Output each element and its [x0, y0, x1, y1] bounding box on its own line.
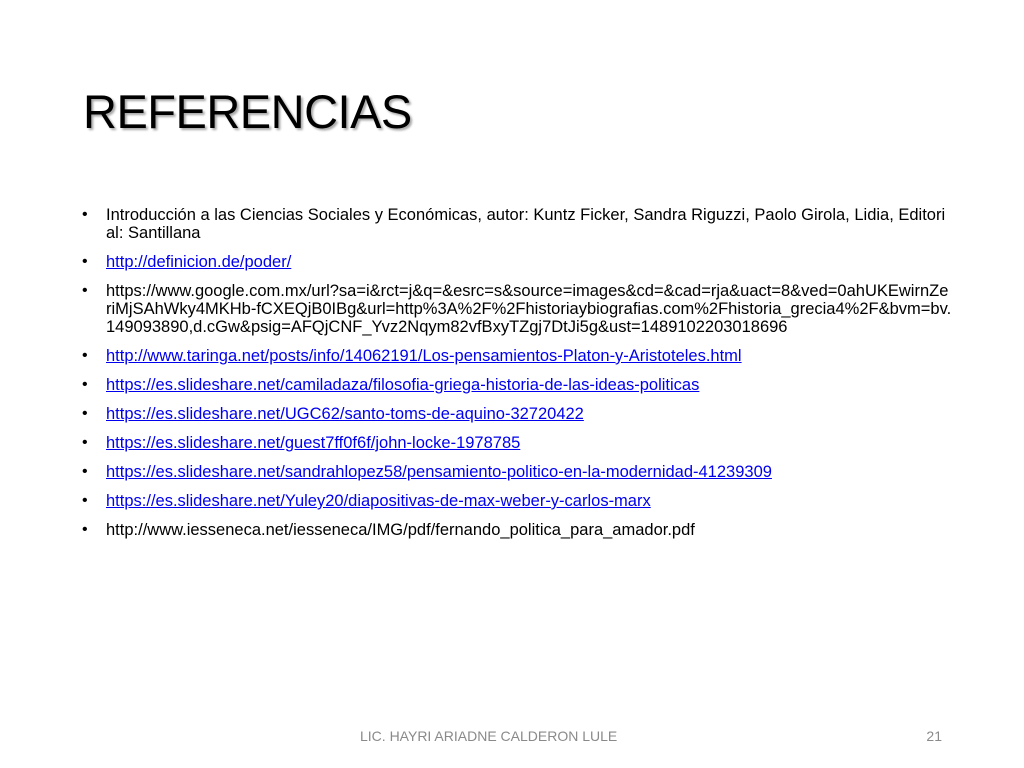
footer-author: LIC. HAYRI ARIADNE CALDERON LULE [360, 728, 618, 744]
reference-link[interactable]: https://es.slideshare.net/camiladaza/filosofia-griega-historia-de-las-ideas-politicas [106, 376, 700, 394]
bullet-icon: • [82, 521, 88, 538]
bullet-icon: • [82, 376, 88, 393]
reference-text: https://www.google.com.mx/url?sa=i&rct=j&q=&esrc=s&source=images&cd=&cad=rja&uact=8&ved=0ahUKEwirnZeriMjSAhWky4MKHb-fCXEQjB0IBg&url=http%3A%2F%2Fhistoriaybiografias.com%2Fhistoria_grecia4%2F&bvm=bv.149093890,d.cGw&psig=AFQjCNF_Yvz2Nqym82vfBxyTZgj7DtJi5g&ust=1489102203018696 [106, 282, 952, 336]
reference-link[interactable]: https://es.slideshare.net/guest7ff0f6f/john-locke-1978785 [106, 434, 521, 452]
reference-link[interactable]: https://es.slideshare.net/sandrahlopez58/pensamiento-politico-en-la-modernidad-41239309 [106, 463, 772, 481]
reference-text: http://www.iesseneca.net/iesseneca/IMG/pdf/fernando_politica_para_amador.pdf [106, 521, 695, 539]
reference-link[interactable]: https://es.slideshare.net/UGC62/santo-toms-de-aquino-32720422 [106, 405, 584, 423]
reference-item [82, 282, 952, 336]
reference-item [82, 405, 952, 423]
bullet-icon: • [82, 347, 88, 364]
bullet-icon: • [82, 463, 88, 480]
reference-link[interactable]: https://es.slideshare.net/Yuley20/diapositivas-de-max-weber-y-carlos-marx [106, 492, 651, 510]
page-number: 21 [926, 728, 942, 744]
bullet-icon: • [82, 282, 88, 299]
bullet-icon: • [82, 405, 88, 422]
reference-link[interactable]: http://www.taringa.net/posts/info/14062191/Los-pensamientos-Platon-y-Aristoteles.html [106, 347, 742, 365]
slide-title: REFERENCIAS [83, 85, 412, 138]
reference-item [82, 347, 952, 365]
bullet-icon: • [82, 492, 88, 509]
reference-list [82, 206, 952, 550]
bullet-icon: • [82, 434, 88, 451]
reference-item [82, 463, 952, 481]
reference-item [82, 434, 952, 452]
reference-item [82, 492, 952, 510]
reference-link[interactable]: http://definicion.de/poder/ [106, 253, 292, 271]
reference-text: Introducción a las Ciencias Sociales y Económicas, autor: Kuntz Ficker, Sandra Riguzzi, Paolo Girola, Lidia, Editorial: Santillana [106, 206, 946, 242]
reference-item [82, 253, 952, 271]
reference-item [82, 376, 952, 394]
reference-item [82, 521, 952, 539]
bullet-icon: • [82, 206, 88, 223]
slide-footer [0, 726, 1024, 746]
bullet-icon: • [82, 253, 88, 270]
reference-item [82, 206, 952, 242]
